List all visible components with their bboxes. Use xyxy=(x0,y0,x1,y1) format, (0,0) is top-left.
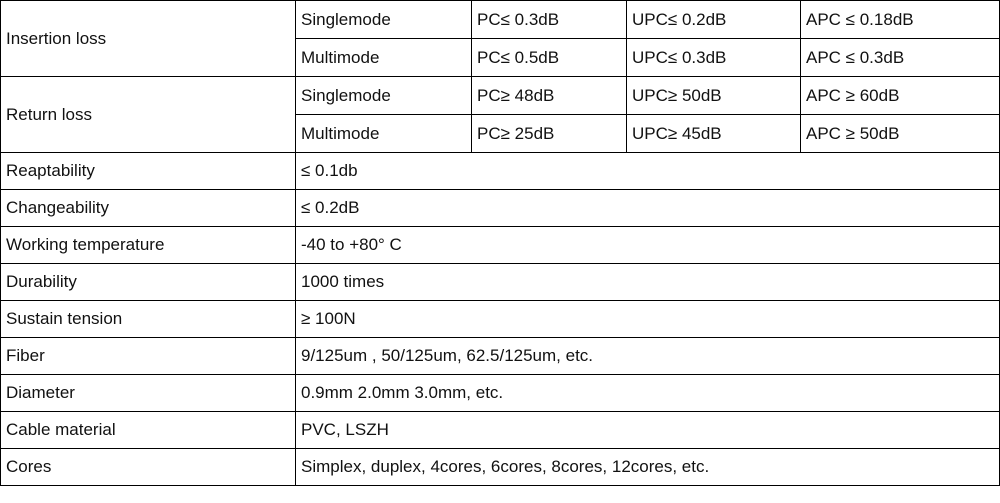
row-value: ≤ 0.1db xyxy=(296,153,1000,190)
table-row xyxy=(1,190,1000,227)
pc-value: PC≥ 25dB xyxy=(472,115,627,153)
row-label: Fiber xyxy=(1,338,296,375)
pc-value: PC≤ 0.3dB xyxy=(472,1,627,39)
mode-label: Multimode xyxy=(296,115,472,153)
return-loss-singlemode-row xyxy=(1,77,1000,115)
upc-value: UPC≤ 0.2dB xyxy=(627,1,801,39)
table-row xyxy=(1,338,1000,375)
row-value: 9/125um , 50/125um, 62.5/125um, etc. xyxy=(296,338,1000,375)
row-value: PVC, LSZH xyxy=(296,412,1000,449)
upc-value: UPC≥ 45dB xyxy=(627,115,801,153)
upc-value: UPC≥ 50dB xyxy=(627,77,801,115)
row-label: Durability xyxy=(1,264,296,301)
apc-value: APC ≤ 0.3dB xyxy=(801,39,1000,77)
table-row xyxy=(1,264,1000,301)
pc-value: PC≤ 0.5dB xyxy=(472,39,627,77)
row-value: ≥ 100N xyxy=(296,301,1000,338)
table-row xyxy=(1,412,1000,449)
insertion-loss-label: Insertion loss xyxy=(1,1,296,77)
table-row xyxy=(1,153,1000,190)
row-value: 0.9mm 2.0mm 3.0mm, etc. xyxy=(296,375,1000,412)
table-row xyxy=(1,301,1000,338)
row-label: Cable material xyxy=(1,412,296,449)
row-label: Sustain tension xyxy=(1,301,296,338)
insertion-loss-singlemode-row xyxy=(1,1,1000,39)
row-label: Cores xyxy=(1,449,296,486)
row-value: 1000 times xyxy=(296,264,1000,301)
row-label: Changeability xyxy=(1,190,296,227)
row-value: Simplex, duplex, 4cores, 6cores, 8cores, 12cores, etc. xyxy=(296,449,1000,486)
apc-value: APC ≥ 50dB xyxy=(801,115,1000,153)
apc-value: APC ≥ 60dB xyxy=(801,77,1000,115)
row-value: -40 to +80° C xyxy=(296,227,1000,264)
row-label: Diameter xyxy=(1,375,296,412)
table-row xyxy=(1,375,1000,412)
table-row xyxy=(1,449,1000,486)
table-row xyxy=(1,227,1000,264)
row-label: Working temperature xyxy=(1,227,296,264)
pc-value: PC≥ 48dB xyxy=(472,77,627,115)
upc-value: UPC≤ 0.3dB xyxy=(627,39,801,77)
mode-label: Singlemode xyxy=(296,1,472,39)
apc-value: APC ≤ 0.18dB xyxy=(801,1,1000,39)
mode-label: Multimode xyxy=(296,39,472,77)
row-value: ≤ 0.2dB xyxy=(296,190,1000,227)
mode-label: Singlemode xyxy=(296,77,472,115)
return-loss-label: Return loss xyxy=(1,77,296,153)
row-label: Reaptability xyxy=(1,153,296,190)
